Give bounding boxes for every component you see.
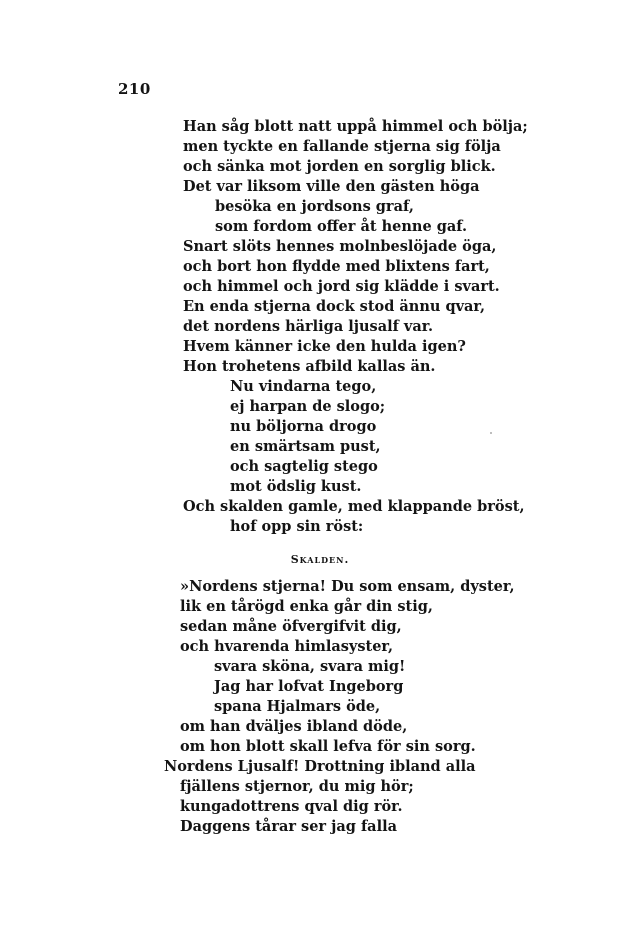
verse-line: hof opp sin röst:: [230, 518, 364, 535]
section-heading: Skalden.: [290, 553, 350, 566]
verse-line: Daggens tårar ser jag falla: [180, 818, 397, 835]
verse-line: det nordens härliga ljusalf var.: [183, 318, 434, 335]
verse-line: fjällens stjernor, du mig hör;: [180, 778, 414, 795]
verse-line: och sagtelig stego: [230, 458, 378, 475]
verse-line: Snart slöts hennes molnbeslöjade öga,: [183, 238, 497, 255]
verse-line: och bort hon flydde med blixtens fart,: [183, 258, 490, 275]
verse-line: besöka en jordsons graf,: [215, 198, 414, 215]
page-number: 210: [118, 80, 151, 98]
verse-line: Hon trohetens afbild kallas än.: [183, 358, 436, 375]
verse-line: Jag har lofvat Ingeborg: [214, 678, 404, 695]
verse-line: En enda stjerna dock stod ännu qvar,: [183, 298, 486, 315]
verse-line: Och skalden gamle, med klappande bröst,: [183, 498, 525, 515]
verse-line: ej harpan de slogo;: [230, 398, 386, 415]
verse-line: lik en tårögd enka går din stig,: [180, 598, 433, 615]
verse-line: Det var liksom ville den gästen höga: [183, 178, 480, 195]
verse-line: Hvem känner icke den hulda igen?: [183, 338, 466, 355]
verse-line: om han dväljes ibland döde,: [180, 718, 408, 735]
verse-line: nu böljorna drogo: [230, 418, 377, 435]
verse-line: och himmel och jord sig klädde i svart.: [183, 278, 500, 295]
verse-line: mot ödslig kust.: [230, 478, 362, 495]
verse-line: kungadottrens qval dig rör.: [180, 798, 403, 815]
verse-line: om hon blott skall lefva för sin sorg.: [180, 738, 476, 755]
verse-line: Nu vindarna tego,: [230, 378, 377, 395]
verse-line: och hvarenda himlasyster,: [180, 638, 394, 655]
verse-line: sedan måne öfvergifvit dig,: [180, 618, 402, 635]
verse-line: »Nordens stjerna! Du som ensam, dyster,: [180, 578, 515, 595]
verse-line: spana Hjalmars öde,: [214, 698, 381, 715]
verse-line: och sänka mot jorden en sorglig blick.: [183, 158, 496, 175]
verse-line: en smärtsam pust,: [230, 438, 381, 455]
paper-speck: [490, 432, 492, 434]
verse-line: Han såg blott natt uppå himmel och bölja;: [183, 118, 528, 135]
verse-line: som fordom offer åt henne gaf.: [215, 218, 468, 235]
verse-line: svara sköna, svara mig!: [214, 658, 406, 675]
verse-line: Nordens Ljusalf! Drottning ibland alla: [164, 758, 476, 775]
verse-line: men tyckte en fallande stjerna sig följa: [183, 138, 501, 155]
